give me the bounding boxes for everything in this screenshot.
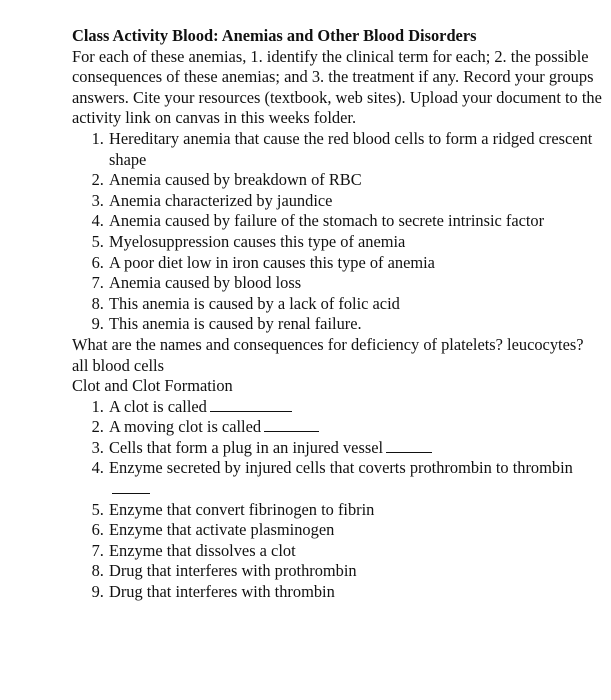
answer-blank	[112, 479, 150, 494]
list-item-text: A moving clot is called	[109, 417, 262, 437]
answer-blank	[264, 417, 319, 432]
clot-list	[72, 397, 602, 603]
list-item	[108, 417, 602, 438]
list-item: 6. Enzyme that activate plasminogen	[108, 520, 602, 541]
deficiency-question: What are the names and consequences for deficiency of platelets? leucocytes? all blood cells	[72, 334, 584, 375]
list-item	[108, 458, 602, 499]
document-title: Class Activity Blood: Anemias and Other Blood Disorders	[72, 26, 477, 45]
clot-section-heading: Clot and Clot Formation	[72, 376, 233, 396]
list-item	[108, 438, 602, 459]
list-item: 9. Drug that interferes with thrombin	[108, 582, 602, 603]
list-item-text: A clot is called	[109, 396, 207, 416]
list-item: 1. Hereditary anemia that cause the red blood cells to form a ridged crescent shape	[108, 129, 602, 170]
list-item: 7. Anemia caused by blood loss	[108, 273, 602, 294]
list-item: 7. Enzyme that dissolves a clot	[108, 541, 602, 562]
list-item: 2. Anemia caused by breakdown of RBC	[108, 170, 602, 191]
anemia-list	[72, 129, 602, 335]
list-item: 8. This anemia is caused by a lack of folic acid	[108, 294, 602, 315]
list-item-text: Enzyme secreted by injured cells that coverts prothrombin to thrombin	[109, 458, 573, 478]
list-item: 3. Anemia characterized by jaundice	[108, 191, 602, 212]
instructions-paragraph: For each of these anemias, 1. identify the clinical term for each; 2. the possible consequences of these anemias; and 3. the treatment if any. Record your groups answers. Cite your resources (textbook, web sites). Upload your document to the activity link on canvas in this weeks folder.	[72, 46, 602, 128]
answer-blank	[386, 438, 432, 453]
list-item-text: Cells that form a plug in an injured vessel	[109, 437, 384, 457]
list-item: 5. Enzyme that convert fibrinogen to fibrin	[108, 500, 602, 521]
list-item: 5. Myelosuppression causes this type of anemia	[108, 232, 602, 253]
list-item: 4. Anemia caused by failure of the stomach to secrete intrinsic factor	[108, 211, 602, 232]
answer-blank	[210, 397, 292, 412]
document-body	[72, 26, 602, 603]
list-item: 6. A poor diet low in iron causes this type of anemia	[108, 253, 602, 274]
cropped-previous-line	[0, 0, 611, 8]
list-item	[108, 397, 602, 418]
list-item: 8. Drug that interferes with prothrombin	[108, 561, 602, 582]
list-item: 9. This anemia is caused by renal failure.	[108, 314, 602, 335]
